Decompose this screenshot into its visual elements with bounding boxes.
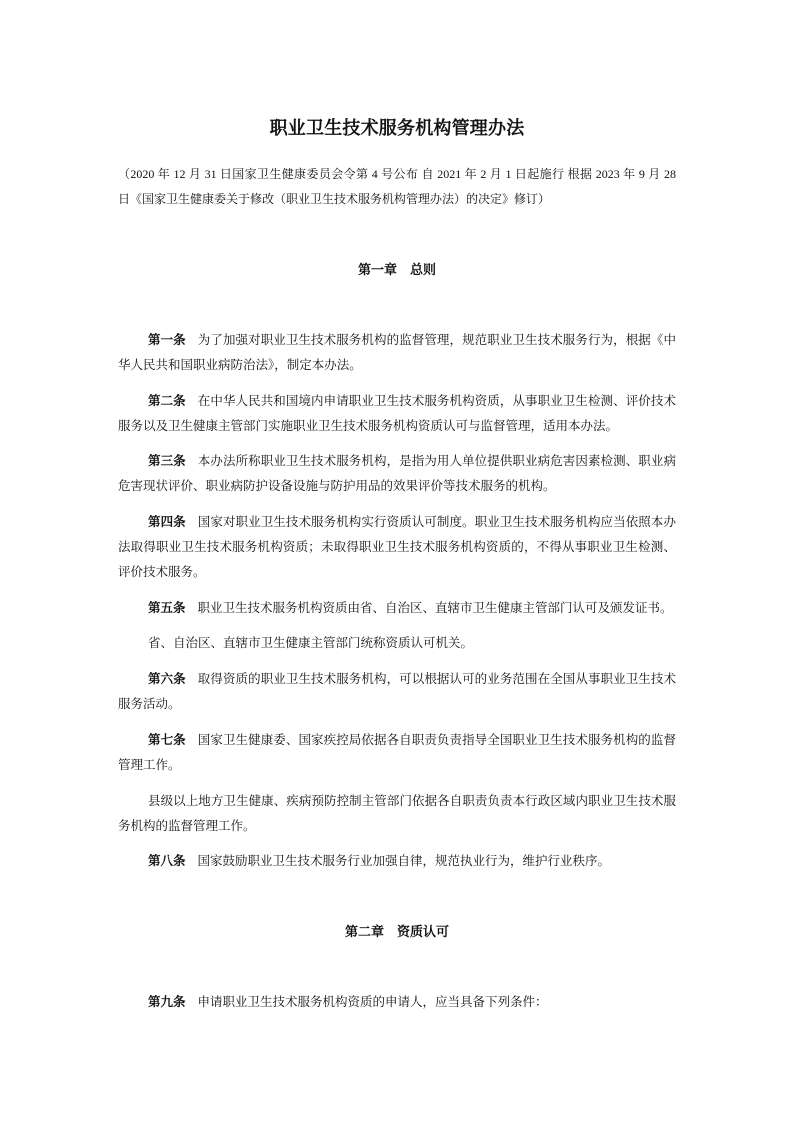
article-line: [118, 389, 676, 414]
article-label: 第九条: [148, 995, 186, 1010]
article-1: [118, 328, 676, 378]
article-label: 第三条: [148, 454, 186, 469]
article-line: 省、自治区、直辖市卫生健康主管部门统称资质认可机关。: [148, 636, 474, 651]
article-line: 华人民共和国职业病防治法》，制定本办法。: [118, 358, 362, 372]
article-line: 服务活动。: [118, 697, 181, 712]
article-label: 第八条: [148, 854, 186, 869]
article-text: 国家对职业卫生技术服务机构实行资质认可制度。职业卫生技术服务机构应当依照本办: [197, 515, 676, 530]
article-5-continuation: [118, 631, 676, 656]
article-text: 取得资质的职业卫生技术服务机构，可以根据认可的业务范围在全国从事职业卫生技术: [197, 672, 676, 687]
article-line: 评价技术服务。: [118, 565, 206, 580]
article-line: [118, 667, 676, 692]
article-5: [118, 596, 676, 621]
article-line: [118, 328, 676, 353]
article-text: 职业卫生技术服务机构资质由省、自治区、直辖市卫生健康主管部门认可及颁发证书。: [197, 600, 673, 615]
article-line: 务机构的监督管理工作。: [118, 818, 256, 833]
article-2: [118, 389, 676, 439]
article-3: [118, 449, 676, 499]
article-text: 国家卫生健康委、国家疾控局依据各自职责负责指导全国职业卫生技术服务机构的监督: [197, 732, 676, 747]
article-line: [118, 728, 676, 753]
article-line: [118, 596, 676, 621]
article-text: 申请职业卫生技术服务机构资质的申请人，应当具备下列条件：: [197, 995, 548, 1010]
article-9: [118, 990, 676, 1015]
article-6: [118, 667, 676, 717]
article-4: [118, 510, 676, 585]
article-label: 第七条: [148, 732, 186, 747]
document-title: 职业卫生技术服务机构管理办法: [269, 118, 525, 138]
article-label: 第四条: [148, 515, 186, 530]
article-text: 为了加强对职业卫生技术服务机构的监督管理，规范职业卫生技术服务行为，根据《中: [197, 333, 676, 347]
chapter-heading: 第二章 资质认可: [344, 924, 449, 940]
article-8: [118, 849, 676, 874]
chapter-heading: 第一章 总则: [357, 262, 436, 277]
article-line: [118, 510, 676, 535]
article-line: 服务以及卫生健康主管部门实施职业卫生技术服务机构资质认可与监督管理，适用本办法。: [118, 418, 619, 433]
subtitle-line: （2020 年 12 月 31 日国家卫生健康委员会令第 4 号公布 自 2021 年 2 月 1 日起施行 根据 2023 年 9 月 28: [118, 167, 676, 181]
subtitle-line: 日《国家卫生健康委关于修改（职业卫生技术服务机构管理办法）的决定》修订）: [118, 192, 551, 206]
article-7: [118, 728, 676, 778]
article-line: 法取得职业卫生技术服务机构资质；未取得职业卫生技术服务机构资质的，不得从事职业卫生检测、: [118, 540, 676, 555]
article-7-continuation: [118, 789, 676, 839]
article-label: 第五条: [148, 600, 186, 615]
article-line: 危害现状评价、职业病防护设备设施与防护用品的效果评价等技术服务的机构。: [118, 479, 556, 494]
document-subtitle: [118, 162, 676, 212]
article-label: 第六条: [148, 672, 186, 687]
article-label: 第二条: [148, 393, 186, 408]
article-line: [118, 990, 676, 1015]
article-label: 第一条: [148, 333, 186, 347]
article-line: [118, 449, 676, 474]
document-body: [118, 0, 676, 1015]
article-line: [118, 849, 676, 874]
article-text: 国家鼓励职业卫生技术服务行业加强自律，规范执业行为，维护行业秩序。: [197, 854, 611, 869]
article-text: 在中华人民共和国境内申请职业卫生技术服务机构资质，从事职业卫生检测、评价技术: [197, 393, 676, 408]
article-text: 本办法所称职业卫生技术服务机构，是指为用人单位提供职业病危害因素检测、职业病: [197, 454, 676, 469]
article-line: 管理工作。: [118, 757, 181, 772]
article-line: 县级以上地方卫生健康、疾病预防控制主管部门依据各自职责负责本行政区域内职业卫生技术服: [148, 793, 676, 808]
